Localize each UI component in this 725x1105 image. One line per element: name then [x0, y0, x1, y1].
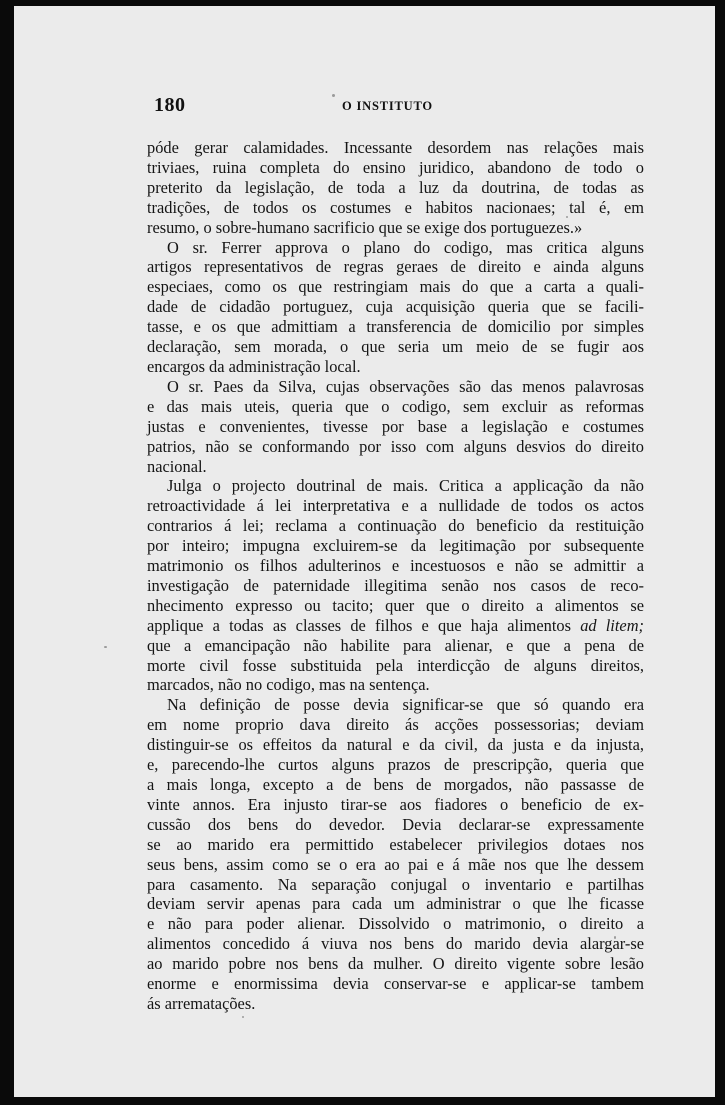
text-line: póde gerar calamidades. Incessante desordem nas relações mais: [147, 138, 644, 157]
text-line: tradições, de todos os costumes e habitos nacionaes; tal é, em: [147, 197, 644, 217]
text-line: encargos da administração local.: [147, 356, 361, 376]
text-line: para casamento. Na separação conjugal o inventario e partilhas: [147, 874, 644, 894]
text-line: dade de cidadão portuguez, cuja acquisição queria que se facili-: [147, 297, 644, 317]
text-line: em nome proprio dava direito ás acções possessorias; deviam: [147, 715, 644, 735]
page-number: 180: [154, 94, 186, 116]
text-line: Julga o projecto doutrinal de mais. Critica a applicação da não: [167, 476, 644, 496]
text-line: especiaes, como os que restringiam mais do que a carta a quali-: [147, 277, 644, 297]
page-header: [154, 94, 644, 122]
text-line: triviaes, ruina completa do ensino juridico, abandono de todo o: [147, 157, 644, 177]
text-line: ás arrematações.: [147, 993, 256, 1013]
text-line: vinte annos. Era injusto tirar-se aos fiadores o beneficio de ex-: [147, 794, 644, 814]
text-line: applique a todas as classes de filhos e que haja alimentos ad litem;: [147, 615, 644, 635]
text-line: nhecimento expresso ou tacito; quer que o direito a alimentos se: [147, 595, 644, 615]
paper-speck: [104, 646, 107, 648]
paper-speck: [242, 1016, 244, 1018]
text-line: Na definição de posse devia significar-se que só quando era: [167, 695, 644, 715]
text-line: alimentos concedido á viuva nos bens do marido devia alargar-se: [147, 934, 644, 954]
text-line: preterito da legislação, de toda a luz da doutrina, de todas as: [147, 177, 644, 197]
text-line: investigação de paternidade illegitima senão nos casos de reco-: [147, 575, 644, 595]
text-line: por inteiro; impugna excluirem-se da legitimação por subsequente: [147, 536, 644, 556]
text-line: morte civil fosse substituida pela interdicção de alguns direitos,: [147, 655, 644, 675]
text-line: retroactividade á lei interpretativa e a nullidade de todos os actos: [147, 496, 644, 516]
text-line: enorme e enormissima devia conservar-se e applicar-se tambem: [147, 974, 644, 994]
text-line: seus bens, assim como se o era ao pai e á mãe nos que lhe dessem: [147, 854, 644, 874]
text-line: se ao marido era permittido estabelecer privilegios dotaes nos: [147, 834, 644, 854]
text-line: declaração, sem morada, o que seria um meio de se fugir aos: [147, 337, 644, 357]
text-line: a mais longa, excepto a de bens de morgados, não passasse de: [147, 775, 644, 794]
text-line: cussão dos bens do devedor. Devia declarar-se expressamente: [147, 814, 644, 834]
text-line: O sr. Paes da Silva, cujas observações são das menos palavrosas: [167, 376, 644, 396]
text-line: e das mais uteis, queria que o codigo, sem excluir as reformas: [147, 396, 644, 416]
text-line: patrios, não se conformando por isso com alguns desvios do direito: [147, 436, 644, 456]
text-line: e, parecendo-lhe curtos alguns prazos de prescripção, queria que: [147, 755, 644, 775]
text-line: contrarios á lei; reclama a continuação do beneficio da restituição: [147, 516, 644, 536]
text-line: deviam servir apenas para cada um administrar o que lhe ficasse: [147, 894, 644, 914]
text-line: nacional.: [147, 456, 207, 476]
text-line: matrimonio os filhos adulterinos e incestuosos e não se admittir a: [147, 556, 644, 576]
text-line: artigos representativos de regras geraes de direito e ainda alguns: [147, 257, 644, 277]
body-text: [147, 138, 644, 1014]
italic-term: ad litem;: [580, 615, 644, 635]
text-line: O sr. Ferrer approva o plano do codigo, mas critica alguns: [167, 237, 644, 257]
running-head: O INSTITUTO: [342, 99, 433, 113]
text-line: que a emancipação não habilite para alienar, e que a pena de: [147, 635, 644, 655]
text-line: tasse, e os que admittiam a transferencia de domicilio por simples: [147, 317, 644, 337]
text-line: distinguir-se os effeitos da natural e da civil, da justa e da injusta,: [147, 735, 644, 755]
text-line: e não para poder alienar. Dissolvido o matrimonio, o direito a: [147, 914, 644, 934]
text-line: resumo, o sobre-humano sacrificio que se exige dos portuguezes.»: [147, 217, 583, 237]
text-line: ao marido pobre nos bens da mulher. O direito vigente sobre lesão: [147, 954, 644, 974]
text-line: marcados, não no codigo, mas na sentença.: [147, 675, 430, 695]
text-line: justas e convenientes, tivesse por base a legislação e costumes: [147, 416, 644, 436]
